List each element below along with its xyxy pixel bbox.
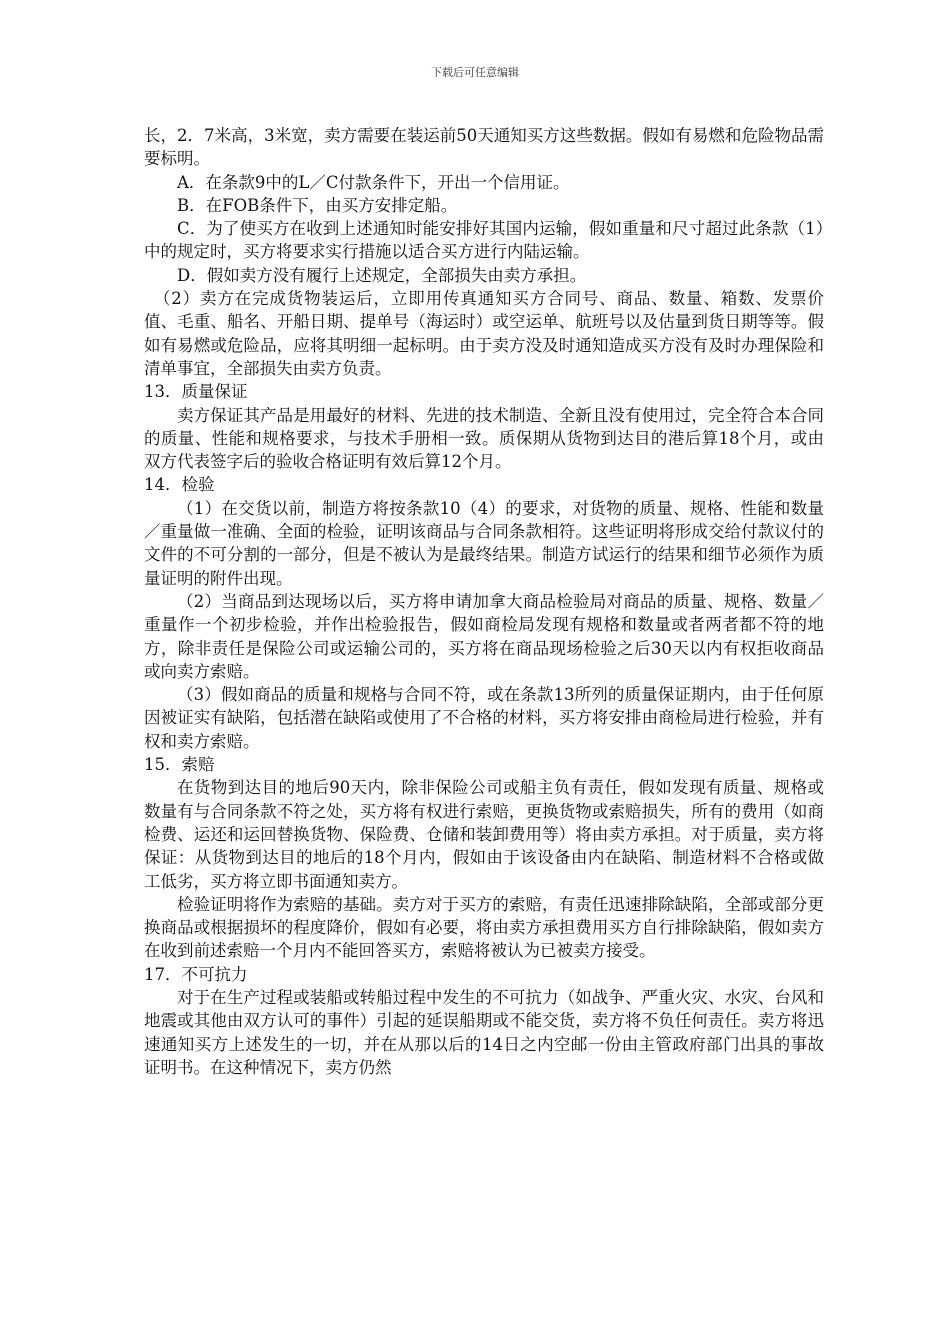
clause-item-a: A．在条款9中的L／C付款条件下，开出一个信用证。 <box>177 172 570 192</box>
clause-item-b: B．在FOB条件下，由买方安排定船。 <box>177 195 458 215</box>
section-heading-claims: 15．索赔 <box>144 755 215 775</box>
section-heading-inspection: 14．检验 <box>144 475 215 495</box>
force-majeure-paragraph: 对于在生产过程或装船或转船过程中发生的不可抗力（如战争、严重火灾、水灾、台风和地震或其他由双方认可的事件）引起的延误船期或不能交货，卖方将不负任何责任。卖方将迅速通知买方上述发生的一切，并在从那以后的14日之内空邮一份由主管政府部门出具的事故证明书。在这种情况下，卖方仍然 <box>144 987 824 1077</box>
shipment-notice-paragraph: （2）卖方在完成货物装运后，立即用传真通知买方合同号、商品、数量、箱数、发票价值、毛重、船名、开船日期、提单号（海运时）或空运单、航班号以及估量到货日期等等。假如有易燃或危险品，应将其明细一起标明。由于卖方没及时通知造成买方没有及时办理保险和清单事宜，全部损失由卖方负责。 <box>144 289 824 378</box>
clause-item-c: C．为了使买方在收到上述通知时能安排好其国内运输，假如重量和尺寸超过此条款（1）中的规定时，买方将要求实行措施以适合买方进行内陆运输。 <box>144 219 824 262</box>
quality-guarantee-paragraph: 卖方保证其产品是用最好的材料、先进的技术制造、全新且没有使用过，完全符合本合同的质量、性能和规格要求，与技术手册相一致。质保期从货物到达目的港后算18个月，或由双方代表签字后的验收合格证明有效后算12个月。 <box>144 405 824 472</box>
inspection-paragraph-1: （1）在交货以前，制造方将按条款10（4）的要求，对货物的质量、规格、性能和数量／重量做一准确、全面的检验，证明该商品与合同条款相符。这些证明将形成交给付款议付的文件的不可分割的一部分，但是不被认为是最终结果。制造方试运行的结果和细节必须作为质量证明的附件出现。 <box>144 498 824 588</box>
page-header: 下载后可任意编辑 <box>431 66 519 79</box>
clause-item-d: D．假如卖方没有履行上述规定，全部损失由卖方承担。 <box>177 265 587 285</box>
section-heading-quality-guarantee: 13．质量保证 <box>144 382 248 402</box>
paragraph-continuation: 长，2．7米高，3米宽，卖方需要在装运前50天通知买方这些数据。假如有易燃和危险物品需要标明。 <box>144 126 824 169</box>
inspection-paragraph-2: （2）当商品到达现场以后，买方将申请加拿大商品检验局对商品的质量、规格、数量／重量作一个初步检验，并作出检验报告，假如商检局发现有规格和数量或者两者都不符的地方，除非责任是保险公司或运输公司的，买方将在商品现场检验之后30天以内有权拒收商品或向卖方索赔。 <box>144 591 824 681</box>
inspection-paragraph-3: （3）假如商品的质量和规格与合同不符，或在条款13所列的质量保证期内，由于任何原因被证实有缺陷，包括潜在缺陷或使用了不合格的材料，买方将安排由商检局进行检验，并有权和卖方索赔。 <box>144 685 824 751</box>
claims-paragraph-1: 在货物到达目的地后90天内，除非保险公司或船主负有责任，假如发现有质量、规格或数量有与合同条款不符之处，买方将有权进行索赔，更换货物或索赔损失，所有的费用（如商检费、运还和运回替换货物、保险费、仓储和装卸费用等）将由卖方承担。对于质量，卖方将保证：从货物到达目的地后的18个月内，假如由于该设备由内在缺陷、制造材料不合格或做工低劣，买方将立即书面通知卖方。 <box>144 778 824 891</box>
document-body <box>144 124 824 1079</box>
claims-paragraph-2: 检验证明将作为索赔的基础。卖方对于买方的索赔，有责任迅速排除缺陷，全部或部分更换商品或根据损坏的程度降价，假如有必要，将由卖方承担费用买方自行排除缺陷，假如卖方在收到前述索赔一个月内不能回答买方，索赔将被认为已被卖方接受。 <box>144 894 824 961</box>
section-heading-force-majeure: 17．不可抗力 <box>144 964 248 984</box>
